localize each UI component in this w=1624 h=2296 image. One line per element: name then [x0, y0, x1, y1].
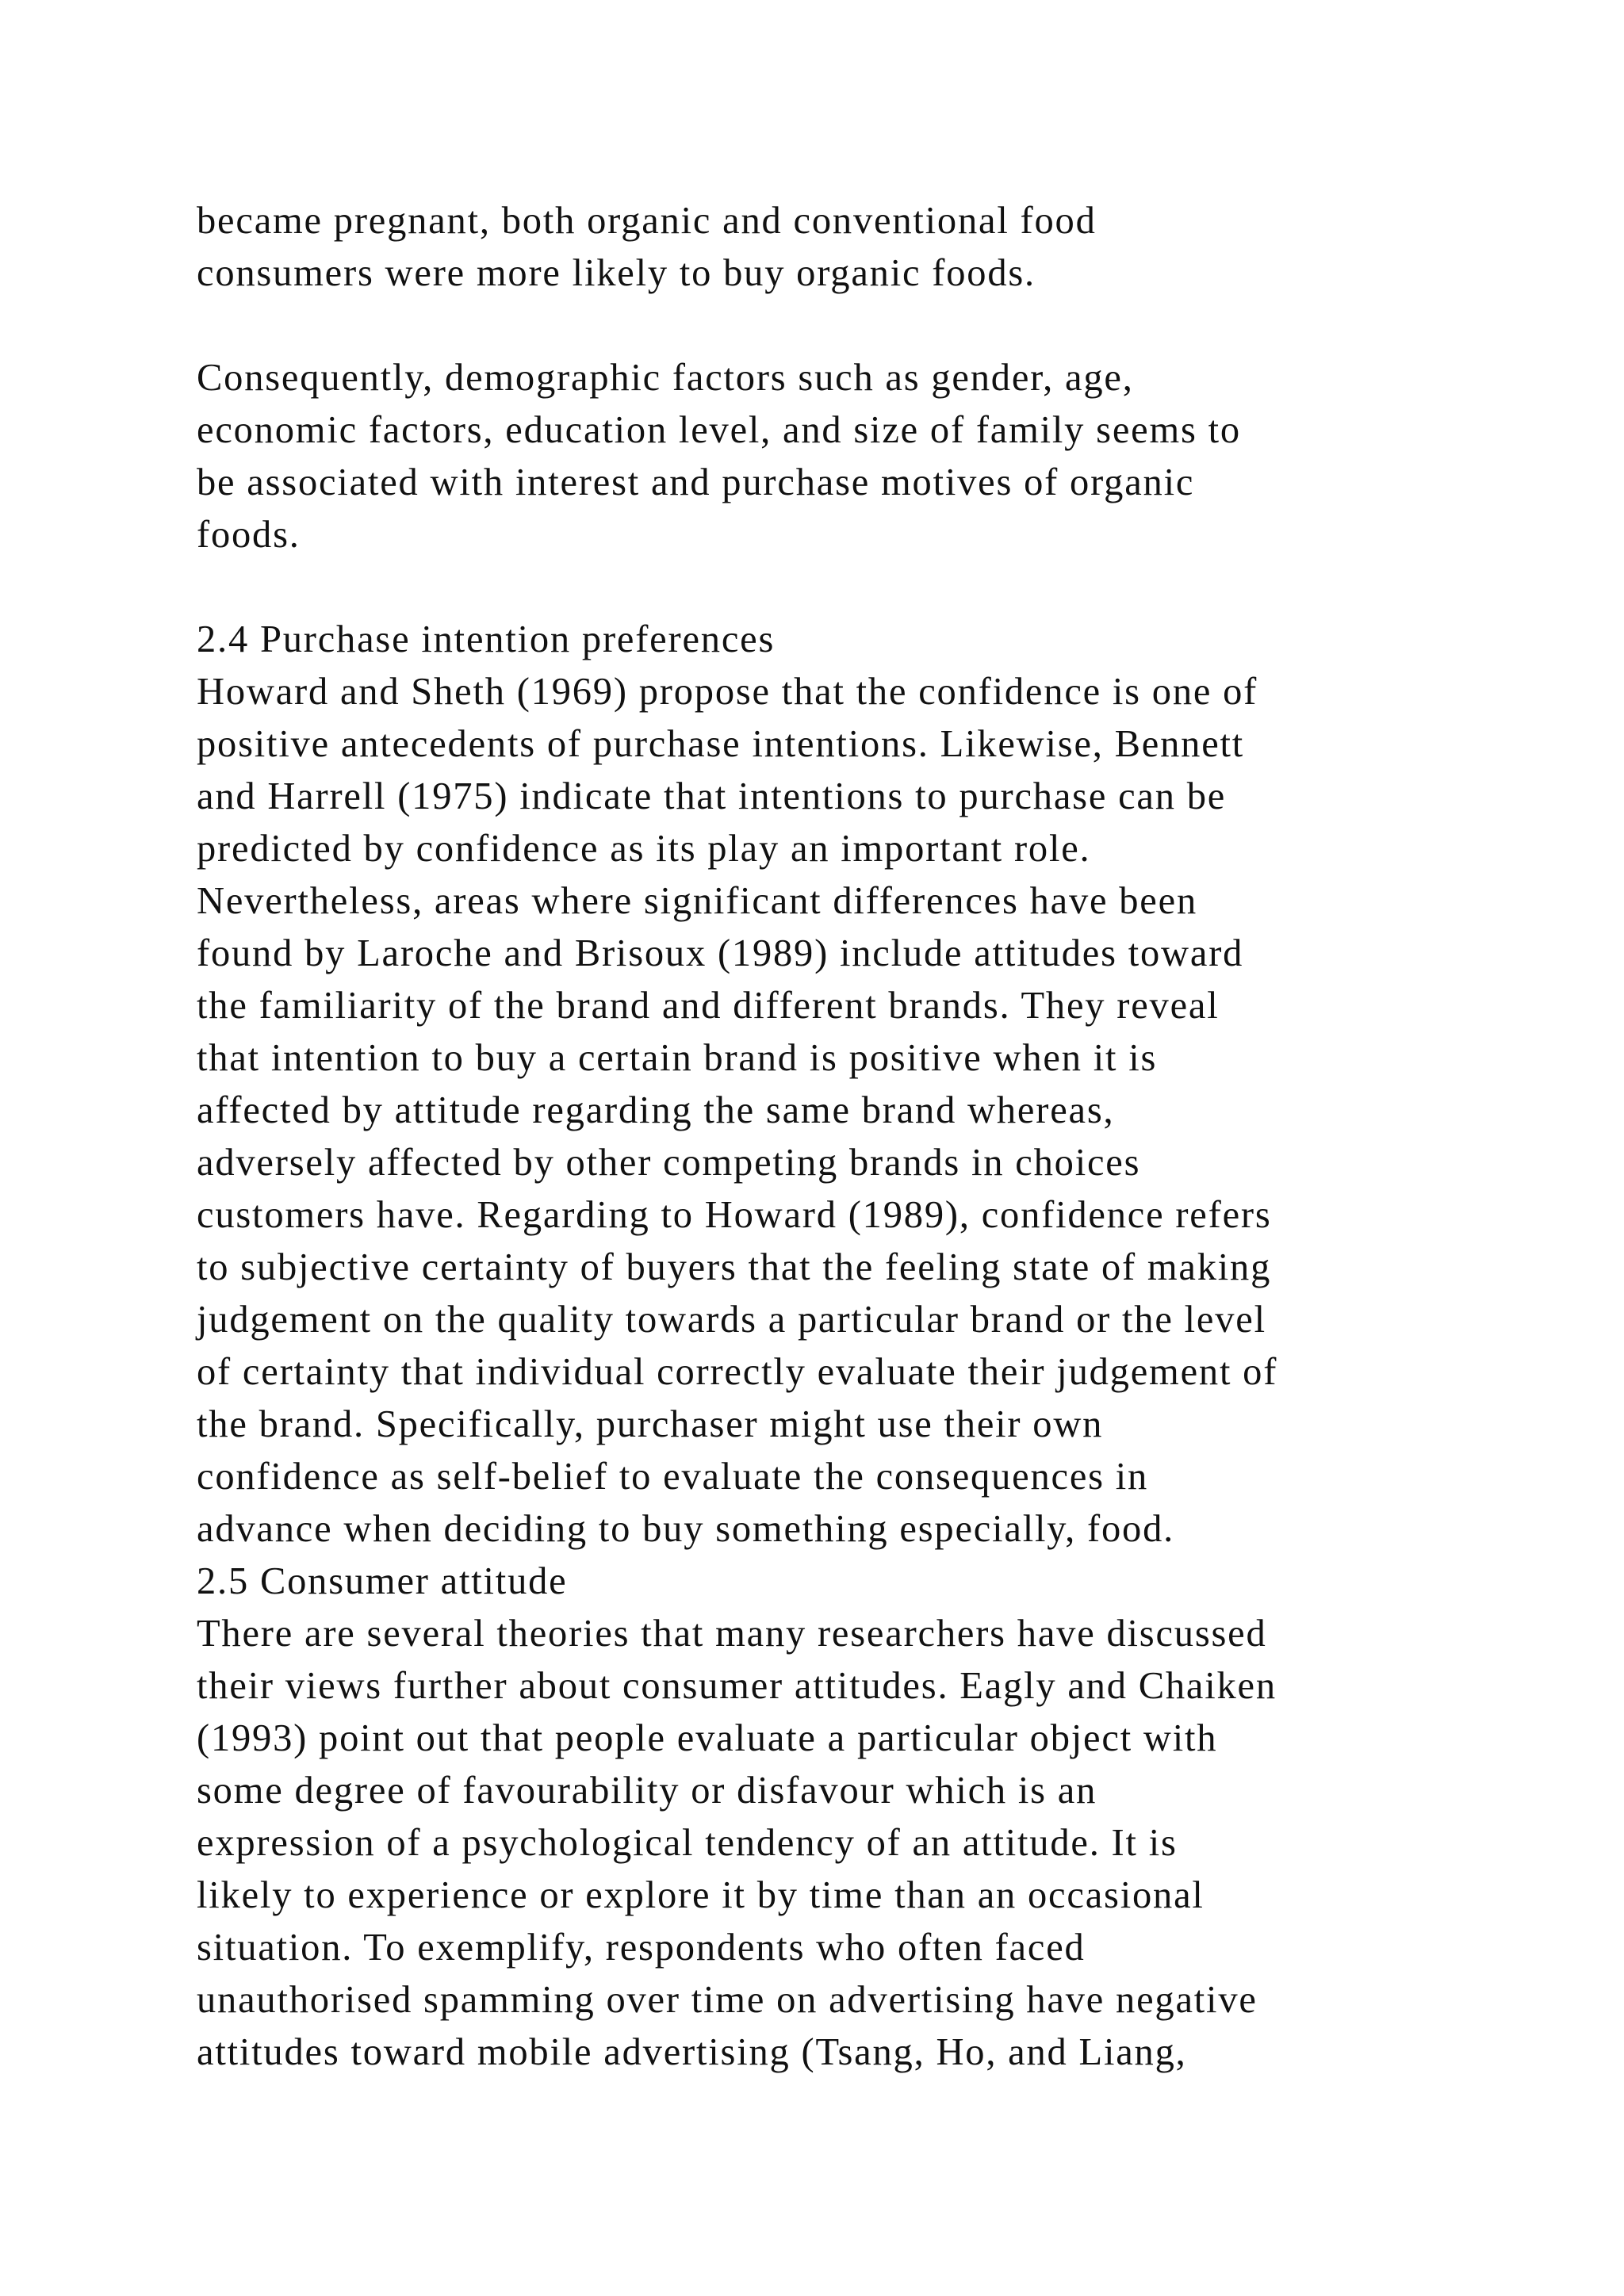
- blank-line: [197, 300, 1608, 352]
- text-line: became pregnant, both organic and conventional food: [197, 200, 1097, 242]
- body-text: [197, 195, 1608, 2079]
- text-line: of certainty that individual correctly evaluate their judgement of: [197, 1351, 1278, 1393]
- text-line: and Harrell (1975) indicate that intentions to purchase can be: [197, 775, 1227, 817]
- text-line: Howard and Sheth (1969) propose that the confidence is one of: [197, 671, 1258, 713]
- text-line: their views further about consumer attitudes. Eagly and Chaiken: [197, 1665, 1277, 1707]
- text-line: customers have. Regarding to Howard (1989), confidence refers: [197, 1194, 1272, 1236]
- text-line: Consequently, demographic factors such as gender, age,: [197, 357, 1134, 399]
- text-line: likely to experience or explore it by time than an occasional: [197, 1874, 1205, 1916]
- text-line: to subjective certainty of buyers that the feeling state of making: [197, 1246, 1272, 1288]
- blank-line: [197, 561, 1608, 614]
- text-line: positive antecedents of purchase intentions. Likewise, Bennett: [197, 723, 1245, 765]
- section-heading: 2.5 Consumer attitude: [197, 1560, 568, 1602]
- text-line: consumers were more likely to buy organic foods.: [197, 252, 1036, 294]
- text-line: adversely affected by other competing brands in choices: [197, 1142, 1141, 1184]
- text-line: that intention to buy a certain brand is positive when it is: [197, 1037, 1158, 1079]
- text-line: some degree of favourability or disfavour which is an: [197, 1770, 1097, 1812]
- text-line: predicted by confidence as its play an important role.: [197, 828, 1091, 870]
- text-line: judgement on the quality towards a particular brand or the level: [197, 1299, 1266, 1341]
- text-line: affected by attitude regarding the same brand whereas,: [197, 1089, 1115, 1131]
- text-line: (1993) point out that people evaluate a particular object with: [197, 1717, 1218, 1759]
- text-line: the brand. Specifically, purchaser might use their own: [197, 1403, 1104, 1445]
- text-line: advance when deciding to buy something especially, food.: [197, 1508, 1175, 1550]
- text-line: Nevertheless, areas where significant differences have been: [197, 880, 1198, 922]
- text-line: be associated with interest and purchase motives of organic: [197, 461, 1195, 503]
- text-line: situation. To exemplify, respondents who often faced: [197, 1927, 1086, 1969]
- text-line: attitudes toward mobile advertising (Tsang, Ho, and Liang,: [197, 2031, 1187, 2073]
- text-line: foods.: [197, 514, 301, 556]
- text-line: confidence as self-belief to evaluate the consequences in: [197, 1456, 1149, 1498]
- text-line: found by Laroche and Brisoux (1989) include attitudes toward: [197, 932, 1244, 974]
- text-line: There are several theories that many researchers have discussed: [197, 1613, 1267, 1655]
- section-heading: 2.4 Purchase intention preferences: [197, 618, 776, 660]
- text-line: the familiarity of the brand and different brands. They reveal: [197, 985, 1220, 1027]
- text-line: expression of a psychological tendency of an attitude. It is: [197, 1822, 1178, 1864]
- text-line: economic factors, education level, and size of family seems to: [197, 409, 1241, 451]
- text-line: unauthorised spamming over time on advertising have negative: [197, 1979, 1258, 2021]
